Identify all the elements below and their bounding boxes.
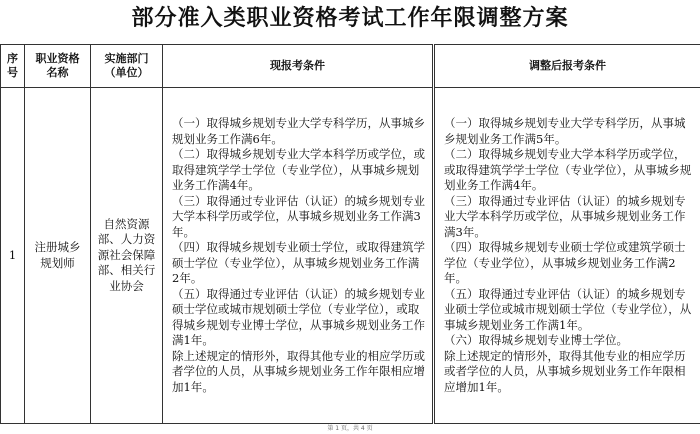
current-conditions [163, 88, 434, 424]
current-condition-4: （四）取得城乡规划专业硕士学位，或取得建筑学硕士学位（专业学位），从事城乡规划业务工作满2年。 [172, 240, 425, 285]
adjusted-note: 除上述规定的情形外，取得其他专业的相应学历或者学位的人员，从事城乡规划业务工作年限相应增加1年。 [444, 348, 686, 394]
row-name: 注册城乡规划师 [25, 88, 91, 424]
current-condition-1: （一）取得城乡规划专业大学专科学历，从事城乡规划业务工作满6年。 [172, 116, 425, 146]
header-adjusted: 调整后报考条件 [434, 45, 700, 88]
adjusted-conditions [434, 88, 700, 424]
adjusted-condition-5: （五）取得通过专业评估（认证）的城乡规划专业硕士学位或城市规划硕士学位（专业学位），从事城乡规划业务工作满1年。 [444, 286, 692, 332]
current-condition-2: （二）取得城乡规划专业大学本科学历或学位，或取得建筑学学士学位（专业学位），从事城乡规划业务工作满4年。 [172, 147, 425, 192]
row-dept: 自然资源部、人力资源社会保障部、相关行业协会 [91, 88, 163, 424]
current-note: 除上述规定的情形外，取得其他专业的相应学历或者学位的人员，从事城乡规划业务工作年限相应增加1年。 [172, 348, 425, 394]
table-row [1, 88, 700, 424]
header-dept: 实施部门（单位） [91, 45, 163, 88]
adjusted-condition-2: （二）取得城乡规划专业大学本科学历或学位，或取得建筑学学士学位（专业学位），从事城乡规划业务工作满4年。 [444, 147, 692, 192]
adjusted-condition-4: （四）取得城乡规划专业硕士学位或建筑学硕士学位（专业学位），从事城乡规划业务工作满2年。 [444, 240, 686, 285]
page-title: 部分准入类职业资格考试工作年限调整方案 [131, 5, 569, 31]
table-header-row [1, 45, 700, 88]
current-condition-3: （三）取得通过专业评估（认证）的城乡规划专业大学本科学历或学位，从事城乡规划业务工作满3年。 [172, 193, 425, 239]
adjusted-condition-3: （三）取得通过专业评估（认证）的城乡规划专业大学本科学历或学位，从事城乡规划业务工作满3年。 [444, 193, 686, 239]
current-condition-5: （五）取得通过专业评估（认证）的城乡规划专业硕士学位或城市规划硕士学位（专业学位），或取得城乡规划专业博士学位，从事城乡规划业务工作满1年。 [172, 286, 425, 347]
page-footer: 第 1 页，共 4 页 [327, 425, 373, 432]
adjusted-condition-1: （一）取得城乡规划专业大学专科学历，从事城乡规划业务工作满5年。 [444, 116, 686, 146]
header-no: 序号 [1, 45, 25, 88]
adjusted-condition-6: （六）取得城乡规划专业博士学位。 [444, 333, 628, 347]
header-current: 现报考条件 [163, 45, 434, 88]
header-name: 职业资格名称 [25, 45, 91, 88]
row-no: 1 [1, 88, 25, 424]
requirements-table [0, 44, 700, 424]
